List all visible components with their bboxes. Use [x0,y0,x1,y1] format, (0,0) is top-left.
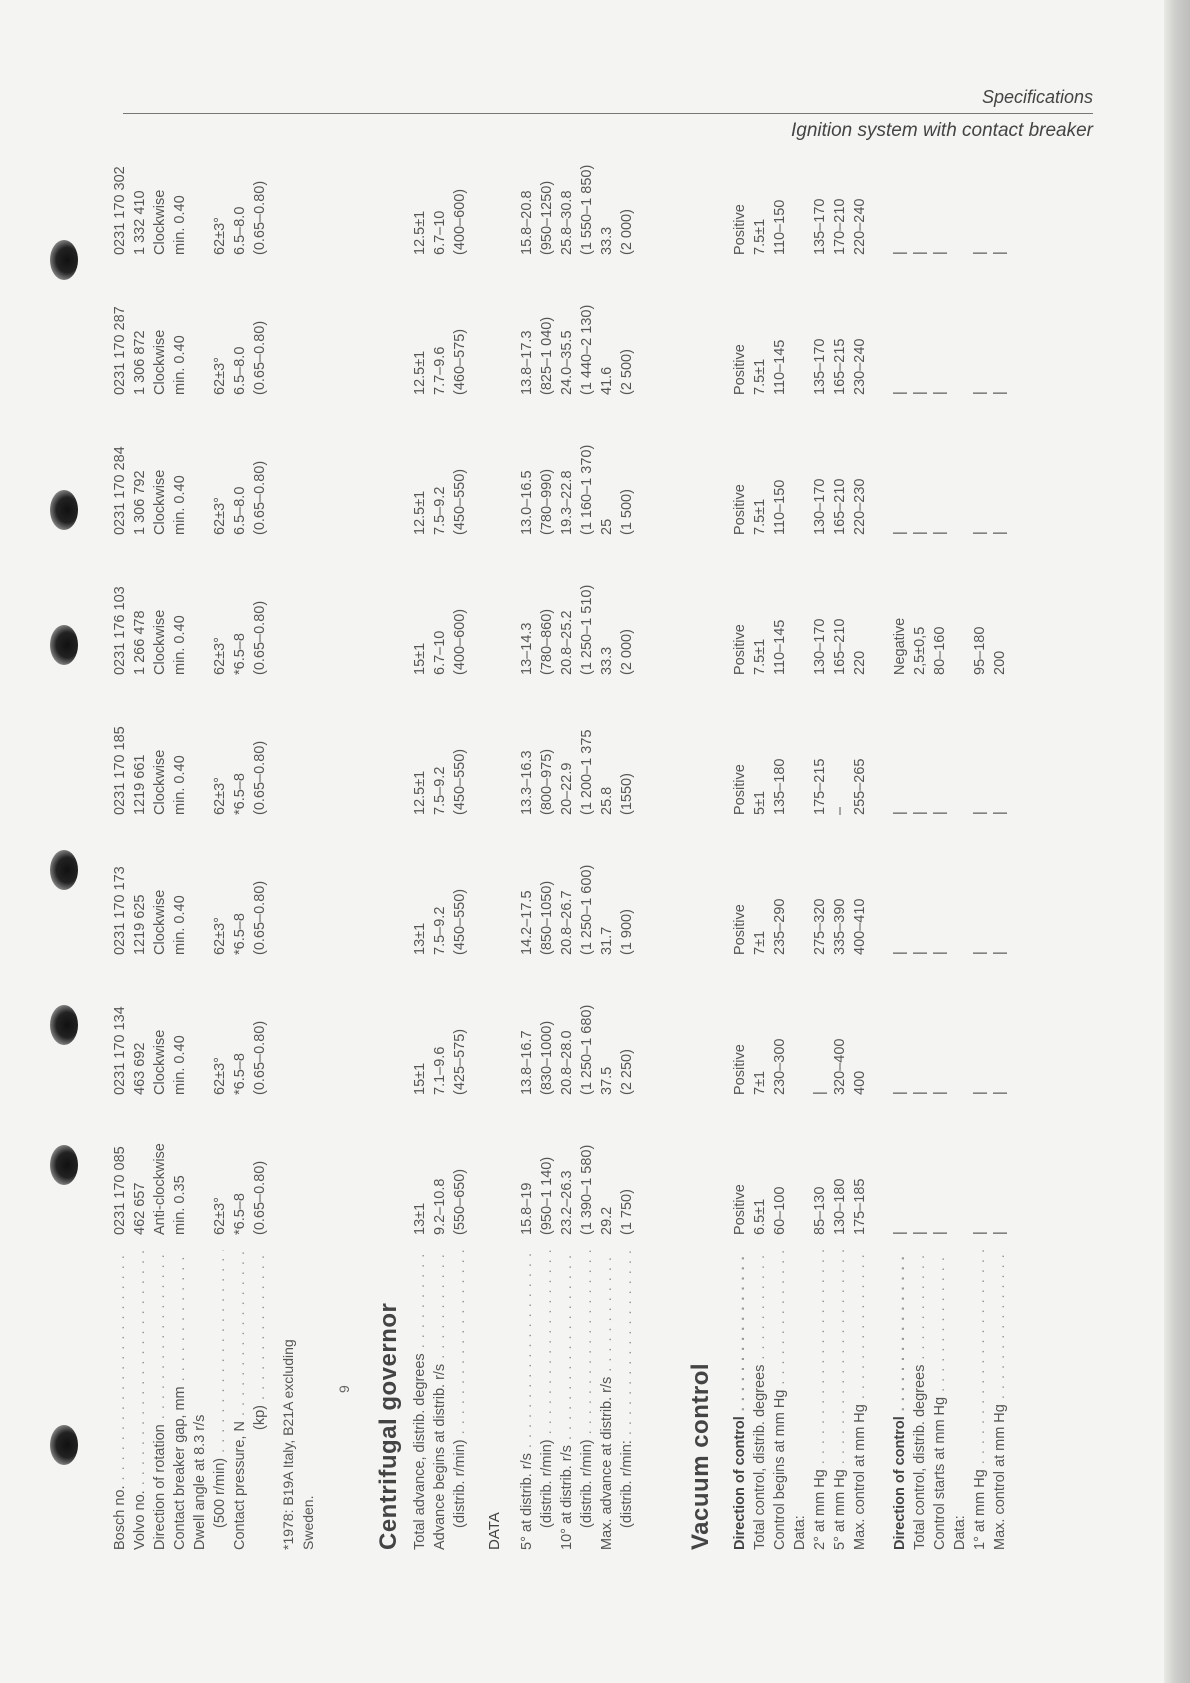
label-max-control-1: Max. control at mm Hg . . . [850,1250,870,1550]
cell-gap: min. 0.40 [172,195,188,255]
cell-pressure: 6.5–8.0 [232,346,248,395]
cell-pressure: *6.5–8 [232,773,248,815]
cell-adv-rpm: (460–575) [452,328,468,395]
cell-d5-rpm: (830–1000) [539,1020,555,1095]
cell-vc-begins: 110–145 [772,619,788,675]
label-dwell: Dwell angle at 8.3 r/s [192,1414,208,1550]
cell-vc-max: 175–185 [852,1178,868,1235]
cell-gap: min. 0.35 [172,1175,188,1235]
cell-n-starts: | [932,251,948,255]
label-2deg: 2° at mm Hg . . . [810,1250,830,1550]
cell-bosch: 0231 170 185 [112,726,128,815]
cell-d10-rs: 20.8–26.7 [559,890,575,955]
cell-max-rs: 31.7 [599,926,615,955]
cell-volvo: 462 657 [132,1182,148,1235]
cell-gap: min. 0.40 [172,755,188,815]
cell-n-max: | [992,1231,1008,1235]
label-max-control-2: Max. control at mm Hg . . . [990,1250,1010,1550]
cell-vc-total: 7.5±1 [752,358,768,395]
cell-d5-rpm: (950–1 140) [539,1156,555,1235]
cell-vc-5: 170–210 [832,198,848,255]
cell-max-rs: 33.3 [599,226,615,255]
cell-volvo: 1 332 410 [132,190,148,255]
cell-volvo: 1219 661 [132,754,148,815]
cell-d5-rs: 13.0–16.5 [519,470,535,535]
cell-adv-rpm: (550–650) [452,1168,468,1235]
cell-n-total: | [912,811,928,815]
cell-n-dir: | [892,811,908,815]
cell-gap: min. 0.40 [172,335,188,395]
cell-max-rs: 41.6 [599,366,615,395]
label-5deg-rpm: (distrib. r/min) . . . [537,1250,557,1550]
cell-vc-total: 7±1 [752,1070,768,1095]
cell-d10-rpm: (1 200–1 375 [579,729,595,815]
cell-d10-rs: 20–22.9 [559,762,575,815]
cell-adv-rs: 7.5–9.2 [432,486,448,535]
cell-adv-rs: 6.7–10 [432,210,448,255]
cell-bosch: 0231 170 287 [112,306,128,395]
cell-gap: min. 0.40 [172,475,188,535]
cell-vc-dir: Positive [732,204,748,255]
cell-n-max: | [992,1091,1008,1095]
cell-vc-2: 275–320 [812,898,828,955]
cell-max-rpm: (1 500) [619,489,635,535]
cell-direction: Clockwise [152,609,168,675]
label-total-advance: Total advance, distrib. degrees . . . [410,1250,430,1550]
cell-d10-rpm: (1 390–1 580) [579,1144,595,1235]
cell-d10-rpm: (1 250–1 600) [579,864,595,955]
cell-dwell: 62±3° [212,1197,228,1235]
cell-total-adv: 13±1 [412,922,428,955]
cell-d5-rpm: (950–1250) [539,180,555,255]
cell-d10-rs: 23.2–26.3 [559,1170,575,1235]
cell-d10-rpm: (1 440–2 130) [579,304,595,395]
cell-d5-rs: 13–14.3 [519,622,535,675]
cell-pressure-kp: (0.65–0.80) [252,180,268,255]
cell-d10-rs: 25.8–30.8 [559,190,575,255]
label-adv-begins-rpm: (distrib. r/min) . . . [450,1250,470,1550]
cell-total-adv: 13±1 [412,1202,428,1235]
label-total-control: Total control, distrib. degrees . . . [750,1250,770,1550]
cell-vc-2: 85–130 [812,1186,828,1235]
cell-max-rs: 25.8 [599,786,615,815]
cell-direction: Clockwise [152,469,168,535]
cell-n-1: | [972,951,988,955]
cell-total-adv: 12.5±1 [412,770,428,815]
cell-d5-rpm: (780–990) [539,468,555,535]
cell-vc-max: 220–240 [852,198,868,255]
cell-vc-dir: Positive [732,764,748,815]
cell-d10-rs: 20.8–28.0 [559,1030,575,1095]
cell-n-dir: | [892,251,908,255]
cell-vc-2: 130–170 [812,618,828,675]
cell-bosch: 0231 170 173 [112,866,128,955]
cell-n-dir: | [892,951,908,955]
distributor-column [110,265,1110,395]
cell-vc-5: 335–390 [832,898,848,955]
cell-adv-rpm: (425–575) [452,1028,468,1095]
cell-n-max: | [992,251,1008,255]
cell-vc-total: 7.5±1 [752,638,768,675]
cell-bosch: 0231 170 284 [112,446,128,535]
cell-n-starts: | [932,951,948,955]
cell-n-starts: 80–160 [932,626,948,675]
cell-vc-max: 230–240 [852,338,868,395]
label-direction: Direction of rotation . . . [150,1250,170,1550]
cell-n-1: | [972,811,988,815]
cell-d10-rpm: (1 250–1 510) [579,584,595,675]
cell-volvo: 1 306 872 [132,330,148,395]
cell-vc-begins: 135–180 [772,758,788,815]
label-1deg: 1° at mm Hg . . . [970,1250,990,1550]
label-5deg: 5° at distrib. r/s . . . [517,1250,537,1550]
cell-vc-5: 165–210 [832,478,848,535]
cell-adv-rpm: (400–600) [452,608,468,675]
cell-d10-rpm: (1 550–1 850) [579,164,595,255]
cell-d5-rs: 13.8–16.7 [519,1030,535,1095]
cell-n-1: | [972,251,988,255]
cell-dwell: 62±3° [212,917,228,955]
cell-bosch: 0231 170 302 [112,166,128,255]
cell-bosch: 0231 170 134 [112,1006,128,1095]
label-pressure-n: Contact pressure, N . . . [230,1250,250,1550]
binder-hole [50,1425,78,1465]
header-subtitle: Ignition system with contact breaker [790,120,1093,141]
cell-n-max: | [992,391,1008,395]
cell-max-rs: 25 [599,518,615,535]
cell-n-total: | [912,251,928,255]
cell-max-rpm: (2 000) [619,629,635,675]
cell-max-rs: 29.2 [599,1206,615,1235]
cell-pressure: 6.5–8.0 [232,206,248,255]
cell-vc-total: 7.5±1 [752,498,768,535]
cell-volvo: 1 306 792 [132,470,148,535]
cell-n-max: | [992,951,1008,955]
cell-n-total: | [912,391,928,395]
cell-d5-rpm: (850–1050) [539,880,555,955]
cell-vc-begins: 60–100 [772,1186,788,1235]
cell-total-adv: 15±1 [412,1062,428,1095]
cell-n-1: | [972,391,988,395]
cell-n-dir: | [892,391,908,395]
binder-hole [50,1005,78,1045]
cell-d5-rpm: (825–1 040) [539,316,555,395]
cell-vc-total: 5±1 [752,790,768,815]
cell-direction: Clockwise [152,749,168,815]
cell-vc-max: 400 [852,1070,868,1095]
cell-vc-2: 135–170 [812,338,828,395]
cell-direction: Clockwise [152,889,168,955]
cell-n-starts: | [932,1091,948,1095]
cell-vc-5: 165–215 [832,338,848,395]
cell-gap: min. 0.40 [172,895,188,955]
cell-n-dir: Negative [892,617,908,675]
centrifugal-governor-title: Centrifugal governor [375,1302,402,1550]
cell-n-dir: | [892,531,908,535]
cell-d10-rpm: (1 250–1 680) [579,1004,595,1095]
label-10deg: 10° at distrib. r/s . . . [557,1250,577,1550]
spec-table-rotated [110,100,1110,1550]
label-bosch-no: Bosch no. . . . [110,1250,130,1550]
cell-adv-rs: 9.2–10.8 [432,1178,448,1235]
cell-d10-rpm: (1 160–1 370) [579,444,595,535]
cell-d5-rpm: (780–860) [539,608,555,675]
cell-dwell: 62±3° [212,357,228,395]
distributor-column [110,125,1110,255]
cell-adv-rs: 6.7–10 [432,630,448,675]
cell-vc-5: 165–210 [832,618,848,675]
cell-dwell: 62±3° [212,777,228,815]
cell-adv-rpm: (400–600) [452,188,468,255]
label-5deg-hg: 5° at mm Hg . . . [830,1250,850,1550]
cell-d5-rs: 13.8–17.3 [519,330,535,395]
cell-n-max: | [992,531,1008,535]
cell-dwell: 62±3° [212,637,228,675]
cell-vc-2: 175–215 [812,758,828,815]
cell-n-total: | [912,1091,928,1095]
distributor-column [110,825,1110,955]
cell-vc-dir: Positive [732,624,748,675]
label-control-begins: Control begins at mm Hg . . . [770,1250,790,1550]
cell-pressure-kp: (0.65–0.80) [252,880,268,955]
cell-vc-dir: Positive [732,1184,748,1235]
vacuum-control-title: Vacuum control [687,1362,714,1550]
cell-d5-rs: 15.8–19 [519,1182,535,1235]
cell-gap: min. 0.40 [172,615,188,675]
cell-adv-rpm: (450–550) [452,888,468,955]
cell-pressure: *6.5–8 [232,1053,248,1095]
cell-max-rpm: (2 250) [619,1049,635,1095]
cell-vc-2: 130–170 [812,478,828,535]
cell-adv-rpm: (450–550) [452,468,468,535]
label-max-adv-rpm: (distrib. r/min: . . . [617,1250,637,1550]
cell-vc-dir: Positive [732,344,748,395]
label-total-control-2: Total control, distrib. degrees . . . [910,1250,930,1550]
cell-pressure-kp: (0.65–0.80) [252,740,268,815]
label-volvo-no: Volvo no. . . . [130,1250,150,1550]
cell-n-dir: | [892,1231,908,1235]
cell-pressure: *6.5–8 [232,913,248,955]
cell-pressure-kp: (0.65–0.80) [252,1160,268,1235]
scan-edge [1164,0,1190,1683]
cell-adv-rpm: (450–550) [452,748,468,815]
cell-n-starts: | [932,811,948,815]
cell-vc-max: 400–410 [852,898,868,955]
cell-total-adv: 12.5±1 [412,490,428,535]
cell-total-adv: 12.5±1 [412,350,428,395]
cell-pressure: *6.5–8 [232,1193,248,1235]
cell-n-1: | [972,1091,988,1095]
label-dir-control-1: Direction of control . . . [730,1250,750,1550]
cell-direction: Anti-clockwise [152,1143,168,1235]
cell-vc-dir: Positive [732,1044,748,1095]
cell-max-rpm: (1550) [619,773,635,815]
cell-gap: min. 0.40 [172,1035,188,1095]
cell-pressure-kp: (0.65–0.80) [252,320,268,395]
cell-total-adv: 15±1 [412,642,428,675]
cell-vc-total: 7.5±1 [752,218,768,255]
cell-d5-rpm: (800–975) [539,748,555,815]
cell-max-rs: 33.3 [599,646,615,675]
cell-n-starts: | [932,531,948,535]
cell-vc-5: 130–180 [832,1178,848,1235]
data-heading: DATA [486,1512,503,1550]
binder-hole [50,625,78,665]
label-dwell-rpm: (500 r/min) . . . [210,1250,230,1550]
cell-vc-max: 220–230 [852,478,868,535]
cell-pressure-kp: (0.65–0.80) [252,460,268,535]
cell-adv-rs: 7.1–9.6 [432,1046,448,1095]
cell-n-total: | [912,951,928,955]
footnote: *1978: B19A Italy, B21A excluding Sweden. [280,1339,316,1550]
cell-n-total: 2,5±0,5 [912,626,928,675]
binder-hole [50,850,78,890]
cell-vc-begins: 230–300 [772,1038,788,1095]
cell-max-rs: 37.5 [599,1066,615,1095]
cell-vc-max: 220 [852,650,868,675]
cell-d10-rs: 19.3–22.8 [559,470,575,535]
cell-max-rpm: (2 000) [619,209,635,255]
cell-vc-dir: Positive [732,904,748,955]
label-adv-begins: Advance begins at distrib. r/s . . . [430,1250,450,1550]
binder-hole [50,240,78,280]
cell-n-1: 95–180 [972,626,988,675]
cell-vc-2: | [812,1091,828,1095]
cell-n-1: | [972,531,988,535]
cell-adv-rs: 7.5–9.2 [432,766,448,815]
cell-volvo: 1219 625 [132,894,148,955]
label-pressure-kp: (kp) . . . [250,1250,270,1550]
cell-volvo: 1 266 478 [132,610,148,675]
cell-vc-begins: 110–145 [772,339,788,395]
cell-vc-5: 320–400 [832,1038,848,1095]
distributor-column [110,1105,1110,1235]
cell-direction: Clockwise [152,329,168,395]
cell-pressure: 6.5–8.0 [232,486,248,535]
cell-bosch: 0231 170 085 [112,1146,128,1235]
label-10deg-rpm: (distrib. r/min) . . . [577,1250,597,1550]
cell-max-rpm: (1 750) [619,1189,635,1235]
cell-vc-2: 135–170 [812,198,828,255]
cell-d10-rs: 24.0–35.5 [559,330,575,395]
cell-d5-rs: 15.8–20.8 [519,190,535,255]
label-dir-control-2: Direction of control . . . [890,1250,910,1550]
cell-pressure-kp: (0.65–0.80) [252,600,268,675]
distributor-column [110,545,1110,675]
cell-n-starts: | [932,391,948,395]
label-data-1: Data: [792,1515,808,1550]
cell-vc-5: – [832,806,848,815]
cell-vc-max: 255–265 [852,758,868,815]
cell-n-total: | [912,1231,928,1235]
cell-adv-rs: 7.5–9.2 [432,906,448,955]
label-control-starts: Control starts at mm Hg . . . [930,1250,950,1550]
cell-vc-begins: 110–150 [772,479,788,535]
cell-vc-total: 7±1 [752,930,768,955]
cell-max-rpm: (1 900) [619,909,635,955]
binder-hole [50,490,78,530]
cell-max-rpm: (2 500) [619,349,635,395]
label-max-adv: Max. advance at distrib. r/s . . . [597,1250,617,1550]
cell-pressure-kp: (0.65–0.80) [252,1020,268,1095]
cell-vc-begins: 235–290 [772,898,788,955]
cell-dwell: 62±3° [212,217,228,255]
cell-d10-rs: 20.8–25.2 [559,610,575,675]
cell-vc-begins: 110–150 [772,199,788,255]
cell-vc-dir: Positive [732,484,748,535]
cell-n-max: | [992,811,1008,815]
cell-n-1: | [972,1231,988,1235]
cell-adv-rs: 7.7–9.6 [432,346,448,395]
cell-pressure: *6.5–8 [232,633,248,675]
cell-direction: Clockwise [152,189,168,255]
distributor-column [110,405,1110,535]
cell-total-adv: 12.5±1 [412,210,428,255]
cell-n-max: 200 [992,650,1008,675]
distributor-column [110,965,1110,1095]
cell-vc-total: 6.5±1 [752,1198,768,1235]
header-title: Specifications [981,87,1093,107]
cell-d5-rs: 14.2–17.5 [519,890,535,955]
cell-d5-rs: 13.3–16.3 [519,750,535,815]
page-number: 9 [336,1385,352,1393]
cell-bosch: 0231 176 103 [112,586,128,675]
binder-hole [50,1145,78,1185]
label-data-2: Data: [952,1515,968,1550]
cell-n-starts: | [932,1231,948,1235]
cell-dwell: 62±3° [212,497,228,535]
cell-dwell: 62±3° [212,1057,228,1095]
cell-direction: Clockwise [152,1029,168,1095]
cell-n-dir: | [892,1091,908,1095]
distributor-column [110,685,1110,815]
cell-volvo: 463 692 [132,1042,148,1095]
cell-n-total: | [912,531,928,535]
label-gap: Contact breaker gap, mm . . . [170,1250,190,1550]
